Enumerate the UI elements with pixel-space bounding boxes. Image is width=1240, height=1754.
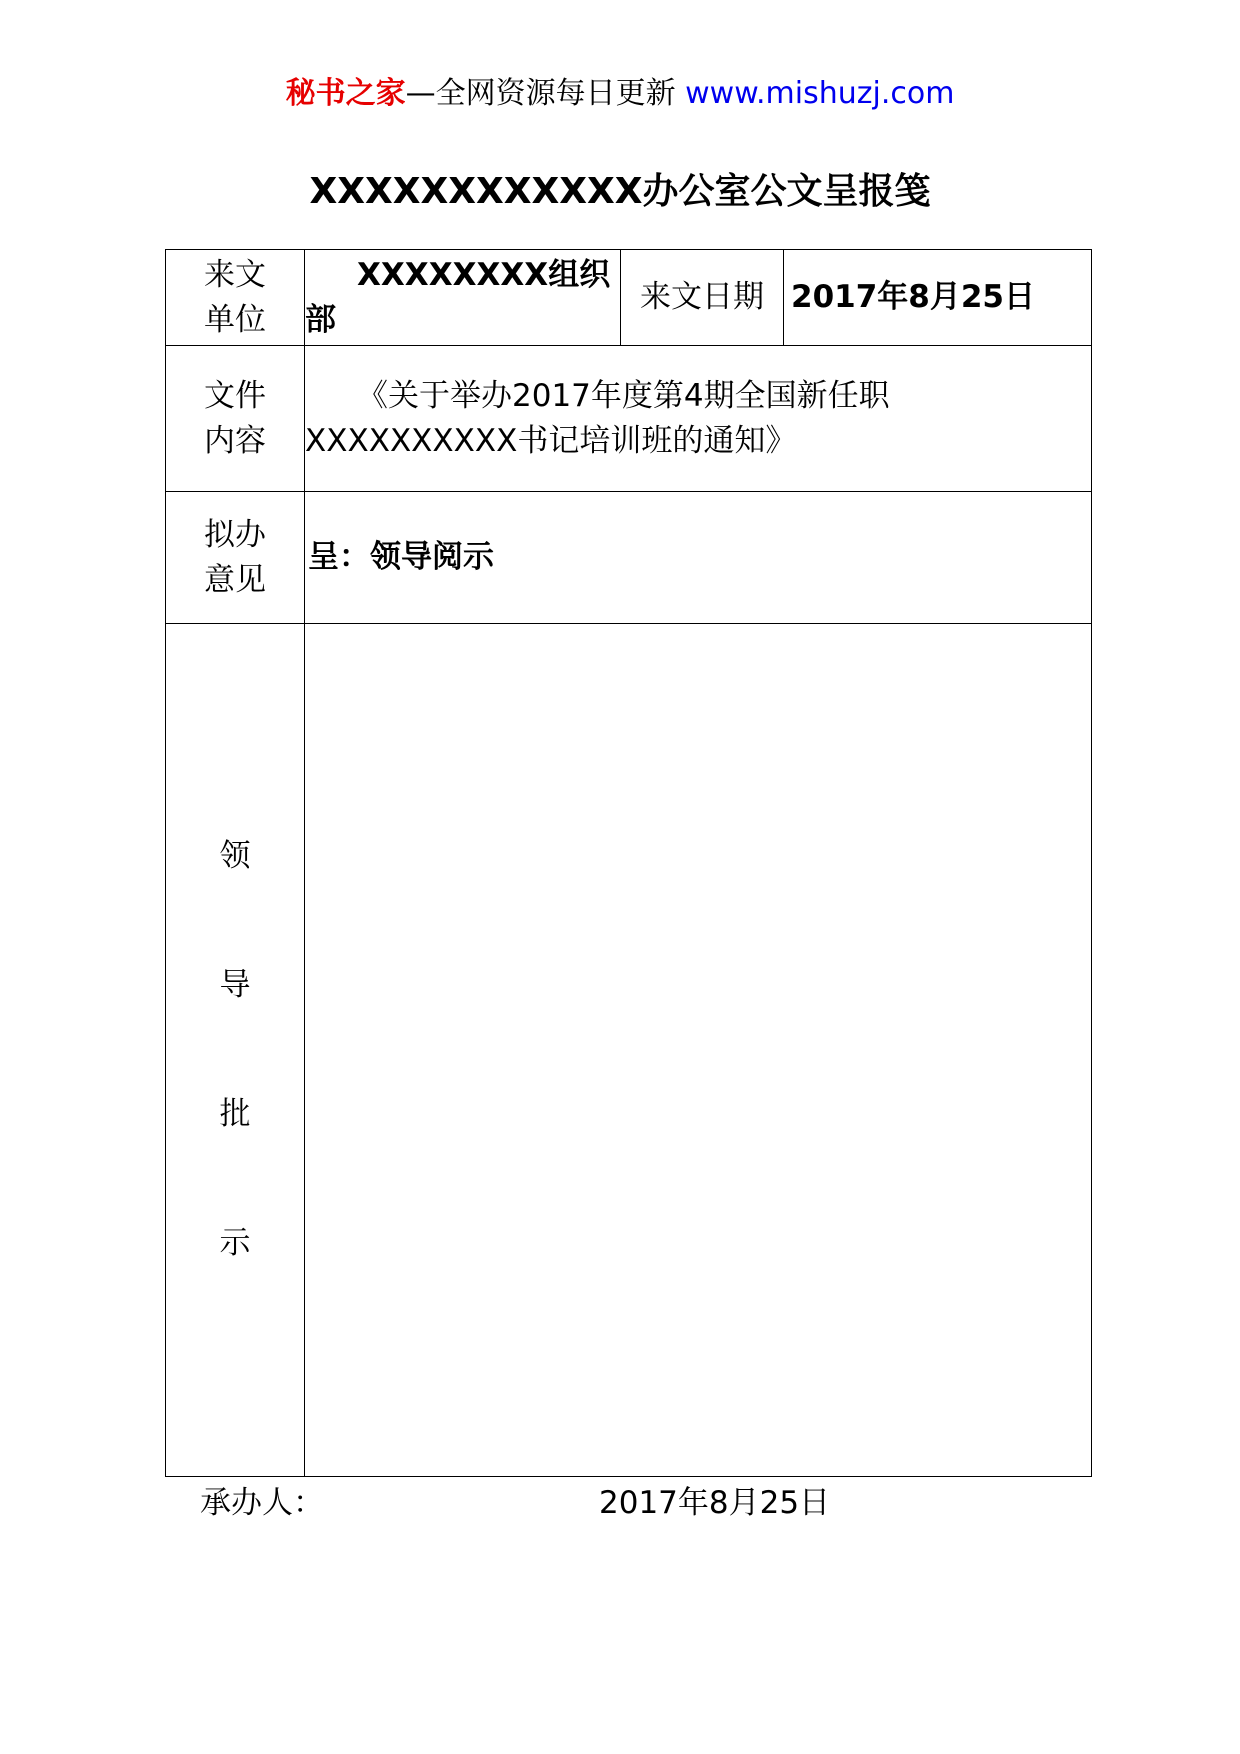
sender-value: XXXXXXXX组织部 bbox=[305, 250, 621, 346]
site-header bbox=[0, 74, 1240, 114]
content-label-cell bbox=[166, 346, 305, 492]
sender-label: 来文单位 bbox=[204, 256, 266, 338]
footer-date: 2017年8月25日 bbox=[599, 1485, 831, 1521]
sender-label-cell bbox=[166, 250, 305, 346]
approval-char: 示 bbox=[219, 1225, 251, 1261]
content-row bbox=[166, 346, 1092, 492]
date-value: 2017年8月25日 bbox=[784, 250, 1092, 346]
handler-label: 承办人： bbox=[200, 1485, 324, 1521]
content-value: 《关于举办2017年度第4期全国新任职XXXXXXXXXX书记培训班的通知》 bbox=[305, 346, 1092, 492]
opinion-label-cell bbox=[166, 492, 305, 624]
approval-char: 批 bbox=[219, 1096, 251, 1132]
footer bbox=[0, 1480, 1240, 1526]
opinion-value: 呈：领导阅示 bbox=[305, 492, 1092, 624]
approval-label bbox=[166, 624, 305, 1477]
approval-char: 领 bbox=[219, 838, 251, 874]
opinion-row bbox=[166, 492, 1092, 624]
approval-area[interactable] bbox=[305, 624, 1092, 1477]
memo-table bbox=[165, 249, 1092, 1477]
approval-row bbox=[166, 624, 1092, 1477]
sender-row bbox=[166, 250, 1092, 346]
content-label: 文件内容 bbox=[204, 377, 266, 459]
opinion-label: 拟办意见 bbox=[204, 516, 266, 598]
brand-name: 秘书之家 bbox=[285, 76, 406, 111]
site-url-link[interactable]: www.mishuzj.com bbox=[685, 76, 955, 111]
tagline: —全网资源每日更新 bbox=[405, 76, 676, 111]
approval-char: 导 bbox=[219, 967, 251, 1003]
document-title: XXXXXXXXXXXX办公室公文呈报笺 bbox=[309, 171, 931, 212]
date-label: 来文日期 bbox=[621, 250, 784, 346]
